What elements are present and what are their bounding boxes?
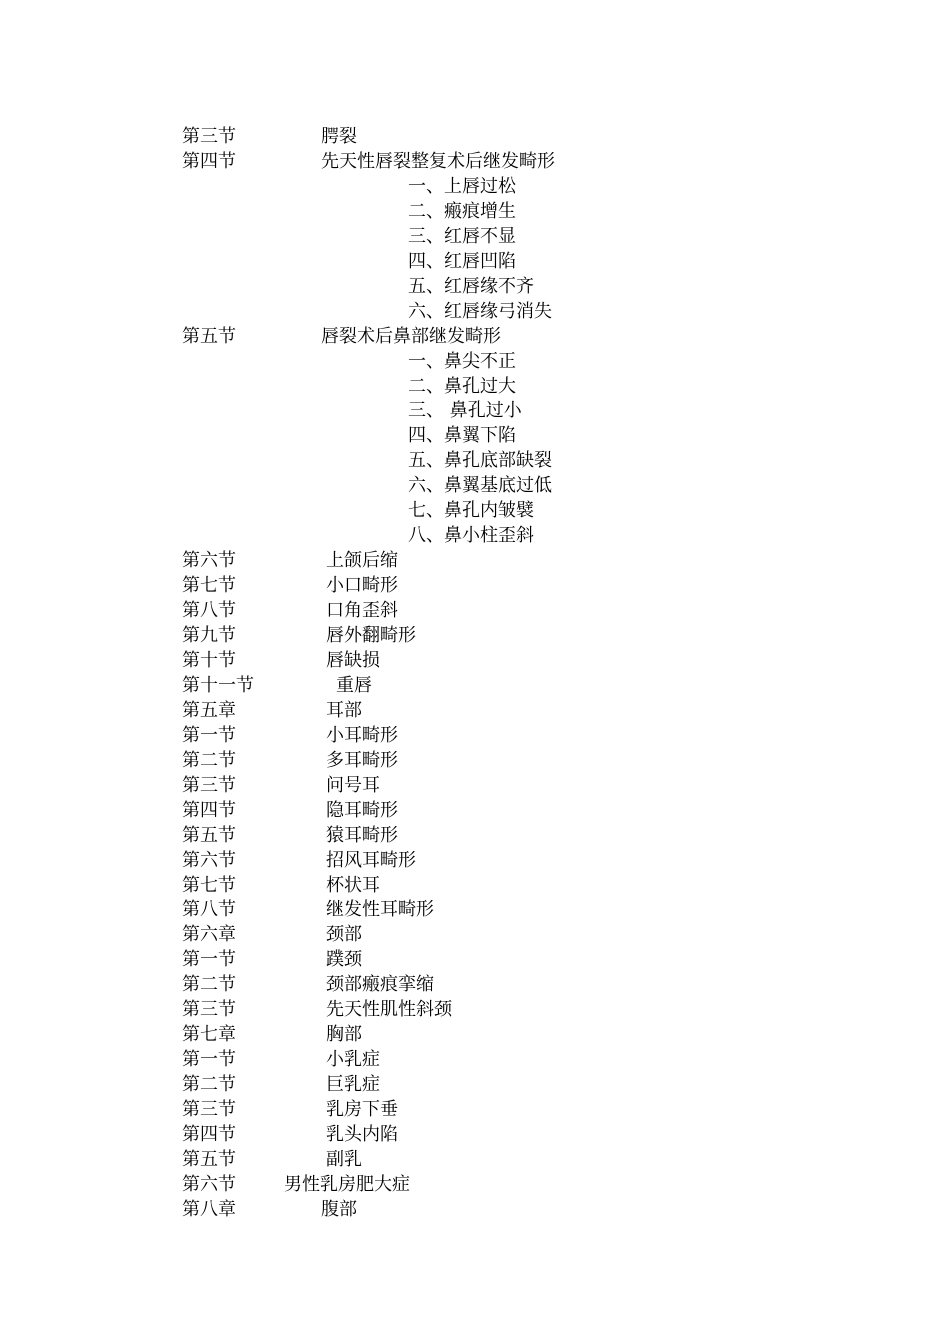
toc-entry-label: 第二节 (182, 974, 236, 996)
toc-entry (0, 997, 950, 1022)
toc-entry (0, 1022, 950, 1047)
toc-entry-label: 第二节 (182, 1074, 236, 1096)
toc-entry-label: 第六节 (182, 550, 236, 572)
toc-entry-label: 第三节 (182, 774, 236, 796)
toc-entry (0, 299, 950, 324)
toc-entry (0, 573, 950, 598)
toc-entry-title: 腭裂 (321, 126, 357, 147)
toc-entry-title: 颈部 (326, 924, 362, 946)
toc-entry (0, 174, 950, 199)
toc-entry (0, 723, 950, 748)
toc-entry (0, 149, 950, 174)
toc-entry-title: 六、红唇缘弓消失 (408, 300, 552, 322)
toc-entry-title: 唇外翻畸形 (326, 625, 416, 646)
toc-entry (0, 947, 950, 972)
toc-entry-title: 杯状耳 (326, 874, 380, 896)
toc-entry-title: 胸部 (326, 1024, 362, 1046)
toc-entry (0, 1147, 950, 1172)
toc-entry (0, 748, 950, 773)
toc-entry (0, 224, 950, 249)
toc-entry-title: 六、鼻翼基底过低 (408, 475, 552, 497)
toc-entry (0, 548, 950, 573)
toc-entry-label: 第四节 (182, 1124, 236, 1145)
toc-entry-label: 第一节 (182, 1049, 236, 1071)
toc-entry (0, 673, 950, 698)
toc-entry-title: 副乳 (326, 1148, 362, 1170)
toc-entry-title: 三、红唇不显 (408, 225, 516, 247)
toc-entry-title: 乳房下垂 (326, 1099, 398, 1120)
toc-entry-title: 颈部瘢痕挛缩 (326, 974, 434, 996)
toc-entry-title: 唇裂术后鼻部继发畸形 (321, 325, 501, 347)
toc-entry-title: 一、鼻尖不正 (408, 350, 516, 372)
toc-entry-title: 五、鼻孔底部缺裂 (408, 450, 552, 472)
toc-entry (0, 598, 950, 623)
toc-entry (0, 897, 950, 922)
toc-entry (0, 848, 950, 873)
toc-entry-label: 第八节 (182, 600, 236, 621)
toc-entry (0, 498, 950, 523)
toc-entry-title: 男性乳房肥大症 (284, 1173, 410, 1195)
toc-entry-label: 第六节 (182, 1173, 236, 1195)
toc-entry (0, 1122, 950, 1147)
toc-entry-label: 第四节 (182, 150, 236, 172)
toc-entry (0, 1172, 950, 1197)
toc-entry-title: 八、鼻小柱歪斜 (408, 525, 534, 547)
toc-entry-title: 五、红唇缘不齐 (408, 275, 534, 297)
toc-entry-title: 小乳症 (326, 1049, 380, 1071)
toc-entry-label: 第七节 (182, 874, 236, 896)
toc-entry-label: 第三节 (182, 1099, 236, 1120)
toc-entry-title: 二、鼻孔过大 (408, 375, 516, 397)
toc-entry (0, 523, 950, 548)
toc-entry-label: 第七章 (182, 1024, 236, 1046)
toc-entry-title: 问号耳 (326, 774, 380, 796)
toc-entry-label: 第三节 (182, 126, 236, 147)
toc-entry-label: 第十节 (182, 649, 236, 671)
toc-entry-label: 第二节 (182, 749, 236, 771)
toc-entry-title: 口角歪斜 (326, 600, 398, 621)
toc-entry-label: 第一节 (182, 949, 236, 971)
toc-entry-label: 第八章 (182, 1198, 236, 1220)
toc-entry (0, 473, 950, 498)
toc-entry (0, 199, 950, 224)
toc-entry (0, 324, 950, 349)
toc-entry-label: 第七节 (182, 575, 236, 597)
toc-entry (0, 349, 950, 374)
toc-entry-title: 猿耳畸形 (326, 824, 398, 846)
toc-entry-label: 第六节 (182, 849, 236, 871)
toc-entry-title: 三、 鼻孔过小 (408, 400, 522, 422)
toc-entry-label: 第五章 (182, 699, 236, 721)
toc-entry-label: 第九节 (182, 625, 236, 646)
toc-entry-label: 第一节 (182, 724, 236, 746)
toc-entry-title: 乳头内陷 (326, 1124, 398, 1145)
toc-entry-label: 第八节 (182, 899, 236, 921)
toc-entry-title: 先天性唇裂整复术后继发畸形 (321, 150, 555, 172)
toc-entry (0, 124, 950, 149)
toc-entry-title: 多耳畸形 (326, 749, 398, 771)
toc-entry (0, 1072, 950, 1097)
toc-entry (0, 972, 950, 997)
toc-entry (0, 648, 950, 673)
toc-entry-label: 第五节 (182, 325, 236, 347)
toc-entry-label: 第三节 (182, 999, 236, 1021)
toc-entry-title: 腹部 (321, 1198, 357, 1220)
toc-entry-title: 先天性肌性斜颈 (326, 999, 452, 1021)
toc-entry (0, 1047, 950, 1072)
toc-entry (0, 1097, 950, 1122)
toc-entry (0, 798, 950, 823)
toc-entry-label: 第十一节 (182, 674, 254, 696)
toc-entry-title: 小口畸形 (326, 575, 398, 597)
toc-entry-title: 二、瘢痕增生 (408, 200, 516, 222)
toc-entry-title: 一、上唇过松 (408, 175, 516, 197)
toc-entry-label: 第六章 (182, 924, 236, 946)
toc-entry-title: 唇缺损 (326, 649, 380, 671)
toc-entry-title: 上颌后缩 (326, 550, 398, 572)
toc-entry (0, 1197, 950, 1222)
toc-entry-title: 蹼颈 (326, 949, 362, 971)
toc-entry-title: 四、红唇凹陷 (408, 250, 516, 272)
toc-entry-title: 巨乳症 (326, 1074, 380, 1096)
toc-entry-title: 小耳畸形 (326, 724, 398, 746)
toc-entry (0, 274, 950, 299)
toc-entry (0, 698, 950, 723)
toc-entry (0, 423, 950, 448)
toc-entry (0, 773, 950, 798)
toc-entry-title: 招风耳畸形 (326, 849, 416, 871)
toc-entry (0, 823, 950, 848)
toc-entry (0, 873, 950, 898)
toc-entry-title: 隐耳畸形 (326, 799, 398, 821)
toc-entry (0, 448, 950, 473)
toc-entry (0, 249, 950, 274)
toc-entry-title: 继发性耳畸形 (326, 899, 434, 921)
toc-entry-label: 第五节 (182, 824, 236, 846)
toc-entry-label: 第四节 (182, 799, 236, 821)
toc-entry-title: 耳部 (326, 699, 362, 721)
toc-entry (0, 374, 950, 399)
toc-entry-label: 第五节 (182, 1148, 236, 1170)
toc-entry (0, 623, 950, 648)
toc-entry (0, 398, 950, 423)
toc-entry-title: 七、鼻孔内皱襞 (408, 500, 534, 522)
toc-entry-title: 四、鼻翼下陷 (408, 425, 516, 447)
toc-entry-title: 重唇 (336, 674, 372, 696)
toc-entry (0, 922, 950, 947)
